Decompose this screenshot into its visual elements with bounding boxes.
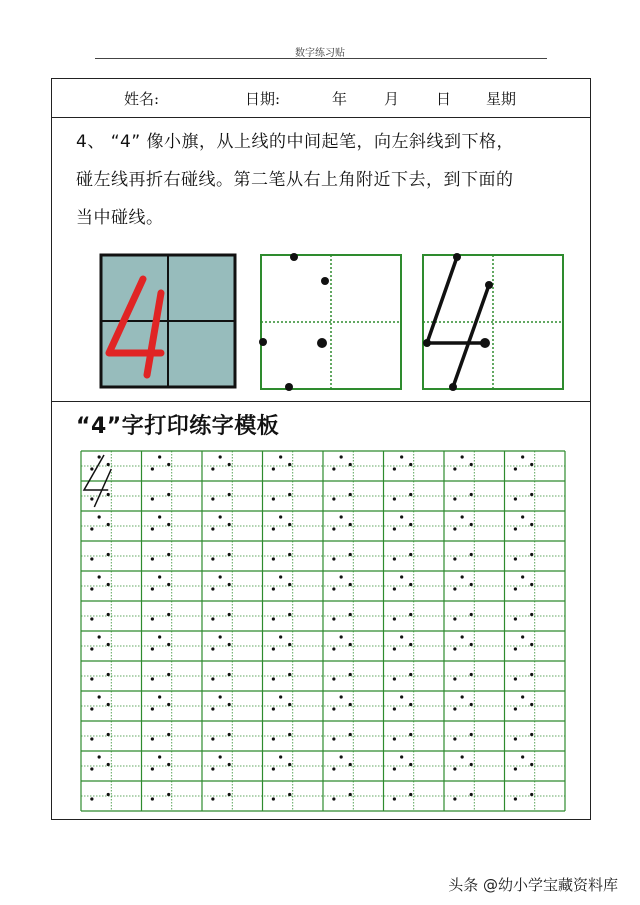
guide-dot [521, 515, 524, 518]
guide-dot [349, 763, 352, 766]
practice-grid [80, 450, 566, 812]
guide-dot [279, 695, 282, 698]
guide-dot [332, 707, 335, 710]
header-rule [95, 58, 547, 59]
guide-dot [393, 557, 396, 560]
guide-dot [219, 695, 222, 698]
guide-dot [151, 497, 154, 500]
instruction-line-1: 4、 “4” 像小旗，从上线的中间起笔，向左斜线到下格， [76, 132, 515, 152]
guide-dot [272, 797, 275, 800]
guide-dot [288, 613, 291, 616]
guide-dot [409, 583, 412, 586]
guide-dot [461, 695, 464, 698]
guide-dot [530, 793, 533, 796]
guide-dot [470, 493, 473, 496]
guide-dot [98, 515, 101, 518]
demo-tile-colored [99, 253, 237, 389]
guide-dot [409, 763, 412, 766]
guide-dot [514, 767, 517, 770]
guide-dot [272, 527, 275, 530]
guide-dot [151, 767, 154, 770]
guide-dot [530, 553, 533, 556]
guide-dot [453, 767, 456, 770]
guide-dot [453, 527, 456, 530]
guide-dot [228, 613, 231, 616]
template-title: “4”字打印练字模板 [76, 414, 280, 439]
guide-dot [288, 553, 291, 556]
guide-dot [211, 707, 214, 710]
guide-dot [219, 635, 222, 638]
guide-dot [90, 707, 93, 710]
guide-dot [272, 767, 275, 770]
guide-dot [211, 557, 214, 560]
guide-dot [332, 467, 335, 470]
guide-dot [332, 677, 335, 680]
guide-dot [393, 647, 396, 650]
guide-dot [530, 763, 533, 766]
instruction-text [76, 123, 581, 237]
guide-dot [470, 643, 473, 646]
year-label: 年 [332, 90, 348, 108]
guide-dot [400, 455, 403, 458]
guide-dot [409, 673, 412, 676]
guide-dot [461, 575, 464, 578]
guide-dot [158, 575, 161, 578]
guide-dot [107, 493, 110, 496]
guide-dot [107, 673, 110, 676]
guide-dot [219, 755, 222, 758]
guide-dot [90, 557, 93, 560]
guide-dot [228, 463, 231, 466]
guide-dot [470, 523, 473, 526]
guide-dot [211, 617, 214, 620]
guide-dot [279, 515, 282, 518]
guide-dot [400, 695, 403, 698]
guide-dot [211, 647, 214, 650]
guide-dot [288, 703, 291, 706]
worksheet [51, 78, 591, 820]
guide-dot [211, 587, 214, 590]
guide-dot [453, 497, 456, 500]
guide-dot [521, 575, 524, 578]
guide-dot [514, 797, 517, 800]
guide-dot [461, 635, 464, 638]
guide-dot [393, 737, 396, 740]
guide-dot [228, 523, 231, 526]
guide-dot [470, 703, 473, 706]
guide-dot [272, 467, 275, 470]
guide-dot [453, 587, 456, 590]
guide-dot [288, 583, 291, 586]
guide-dot [279, 755, 282, 758]
guide-dot [288, 673, 291, 676]
guide-dot [514, 497, 517, 500]
guide-dot [90, 797, 93, 800]
guide-dot [332, 587, 335, 590]
guide-dot [530, 733, 533, 736]
guide-dot [158, 515, 161, 518]
guide-dot [393, 707, 396, 710]
guide-dot [470, 613, 473, 616]
guide-dot [151, 707, 154, 710]
guide-dot [393, 767, 396, 770]
guide-dot [349, 733, 352, 736]
guide-dot [98, 695, 101, 698]
guide-dot [90, 647, 93, 650]
guide-dot [470, 763, 473, 766]
guide-dot [228, 763, 231, 766]
guide-dot [349, 793, 352, 796]
guide-dot [470, 463, 473, 466]
guide-dot [228, 733, 231, 736]
guide-dot [409, 463, 412, 466]
guide-dot [167, 703, 170, 706]
demo-tile-strokes [421, 253, 565, 391]
guide-dot [211, 767, 214, 770]
guide-dot [400, 515, 403, 518]
header-title: 数字练习贴 [295, 48, 345, 59]
guide-dot [272, 677, 275, 680]
weekday-label: 星期 [486, 90, 517, 108]
guide-dot [409, 613, 412, 616]
guide-dot [167, 583, 170, 586]
guide-dot [98, 455, 101, 458]
guide-dot [90, 767, 93, 770]
guide-dot [521, 755, 524, 758]
guide-dot [211, 467, 214, 470]
guide-dot [279, 575, 282, 578]
guide-dot [393, 527, 396, 530]
guide-dot [107, 613, 110, 616]
guide-dot [167, 523, 170, 526]
guide-dot [158, 455, 161, 458]
guide-dot [349, 703, 352, 706]
guide-dot [167, 613, 170, 616]
guide-dot [272, 557, 275, 560]
guide-dot [453, 797, 456, 800]
guide-dot [393, 677, 396, 680]
guide-dot [211, 497, 214, 500]
guide-dot [409, 493, 412, 496]
guide-dot [332, 767, 335, 770]
guide-dot [521, 695, 524, 698]
guide-dot [167, 553, 170, 556]
guide-dot [288, 463, 291, 466]
guide-dot [453, 707, 456, 710]
guide-dot [332, 527, 335, 530]
guide-dot [279, 455, 282, 458]
guide-dot [90, 737, 93, 740]
guide-dot [151, 557, 154, 560]
guide-dot [90, 467, 93, 470]
guide-dot [393, 797, 396, 800]
guide-dot [107, 733, 110, 736]
guide-dot [288, 643, 291, 646]
guide-dot [409, 703, 412, 706]
guide-dot [400, 755, 403, 758]
guide-dot [521, 635, 524, 638]
guide-dot [332, 617, 335, 620]
guide-dot [228, 793, 231, 796]
guide-dot [211, 737, 214, 740]
guide-dot [340, 455, 343, 458]
guide-dot [167, 673, 170, 676]
guide-dot [349, 463, 352, 466]
guide-dot [107, 793, 110, 796]
guide-dot [158, 635, 161, 638]
info-row [52, 79, 590, 118]
guide-dot [90, 527, 93, 530]
guide-dot [514, 707, 517, 710]
guide-dot [340, 755, 343, 758]
guide-dot [151, 467, 154, 470]
guide-dot [279, 635, 282, 638]
guide-dot [461, 515, 464, 518]
guide-dot [393, 617, 396, 620]
guide-dot [530, 463, 533, 466]
guide-dot [219, 515, 222, 518]
guide-dot [107, 463, 110, 466]
guide-dot [514, 737, 517, 740]
guide-dot [90, 497, 93, 500]
guide-dot [107, 523, 110, 526]
guide-dot [288, 793, 291, 796]
guide-dot [272, 737, 275, 740]
day-label: 日 [436, 90, 452, 108]
guide-dot [332, 647, 335, 650]
guide-dot [453, 677, 456, 680]
guide-dot [349, 523, 352, 526]
guide-dot [167, 763, 170, 766]
month-label: 月 [384, 90, 400, 108]
guide-dot [530, 493, 533, 496]
guide-dot [340, 695, 343, 698]
guide-dot [90, 677, 93, 680]
guide-dot [470, 733, 473, 736]
guide-dot [400, 635, 403, 638]
guide-dot [409, 733, 412, 736]
guide-dot [272, 707, 275, 710]
guide-dot [332, 497, 335, 500]
guide-dot [349, 613, 352, 616]
guide-dot [272, 497, 275, 500]
guide-dot [167, 643, 170, 646]
guide-dot [409, 793, 412, 796]
guide-dot [514, 527, 517, 530]
guide-dot [228, 703, 231, 706]
guide-dot [167, 733, 170, 736]
guide-dot [288, 733, 291, 736]
watermark-text: 头条 @幼小学宝藏资料库 [448, 876, 618, 894]
guide-dot [349, 673, 352, 676]
guide-dot [530, 613, 533, 616]
guide-dot [211, 527, 214, 530]
guide-dot [340, 575, 343, 578]
demo-tile-dots [259, 253, 403, 391]
guide-dot [470, 583, 473, 586]
guide-dot [288, 763, 291, 766]
guide-dot [151, 527, 154, 530]
guide-dot [393, 497, 396, 500]
guide-dot [211, 677, 214, 680]
guide-dot [167, 493, 170, 496]
guide-dot [107, 583, 110, 586]
guide-dot [107, 763, 110, 766]
guide-dot [98, 635, 101, 638]
guide-dot [151, 617, 154, 620]
guide-dot [461, 755, 464, 758]
guide-dot [219, 575, 222, 578]
guide-dot [400, 575, 403, 578]
guide-dot [167, 463, 170, 466]
guide-dot [514, 557, 517, 560]
guide-dot [98, 575, 101, 578]
guide-dot [151, 677, 154, 680]
guide-dot [228, 583, 231, 586]
guide-dot [151, 737, 154, 740]
guide-dot [409, 553, 412, 556]
guide-dot [107, 703, 110, 706]
guide-dot [228, 643, 231, 646]
guide-dot [151, 587, 154, 590]
guide-dot [514, 587, 517, 590]
guide-dot [461, 455, 464, 458]
guide-dot [90, 587, 93, 590]
guide-dot [272, 587, 275, 590]
guide-dot [393, 587, 396, 590]
guide-dot [514, 617, 517, 620]
guide-dot [453, 647, 456, 650]
guide-dot [530, 643, 533, 646]
guide-dot [228, 553, 231, 556]
guide-dot [332, 797, 335, 800]
watermark [448, 874, 618, 895]
guide-dot [107, 553, 110, 556]
guide-dot [288, 523, 291, 526]
guide-dot [151, 647, 154, 650]
guide-dot [272, 647, 275, 650]
guide-dot [90, 617, 93, 620]
guide-dot [514, 677, 517, 680]
guide-dot [107, 643, 110, 646]
guide-dot [349, 583, 352, 586]
guide-dot [288, 493, 291, 496]
guide-dot [409, 643, 412, 646]
guide-dot [332, 737, 335, 740]
instruction-line-2: 碰左线再折右碰线。第二笔从右上角附近下去，到下面的 [76, 170, 514, 190]
guide-dot [470, 553, 473, 556]
guide-dot [470, 793, 473, 796]
guide-dot [514, 647, 517, 650]
guide-dot [349, 553, 352, 556]
guide-dot [521, 455, 524, 458]
date-label: 日期: [245, 90, 281, 108]
guide-dot [151, 797, 154, 800]
guide-dot [349, 493, 352, 496]
guide-dot [340, 515, 343, 518]
guide-dot [228, 493, 231, 496]
guide-dot [453, 467, 456, 470]
guide-dot [211, 797, 214, 800]
guide-dot [332, 557, 335, 560]
name-label: 姓名: [124, 90, 160, 108]
guide-dot [453, 557, 456, 560]
section-divider [52, 401, 590, 402]
guide-dot [167, 793, 170, 796]
guide-dot [453, 617, 456, 620]
guide-dot [530, 523, 533, 526]
guide-dot [158, 695, 161, 698]
guide-dot [530, 583, 533, 586]
guide-dot [98, 755, 101, 758]
guide-dot [272, 617, 275, 620]
guide-dot [409, 523, 412, 526]
guide-dot [530, 673, 533, 676]
guide-dot [453, 737, 456, 740]
guide-dot [340, 635, 343, 638]
guide-dot [158, 755, 161, 758]
guide-dot [219, 455, 222, 458]
guide-dot [349, 643, 352, 646]
guide-dot [393, 467, 396, 470]
guide-dot [470, 673, 473, 676]
guide-dot [530, 703, 533, 706]
guide-dot [228, 673, 231, 676]
guide-dot [514, 467, 517, 470]
instruction-line-3: 当中碰线。 [76, 208, 164, 228]
